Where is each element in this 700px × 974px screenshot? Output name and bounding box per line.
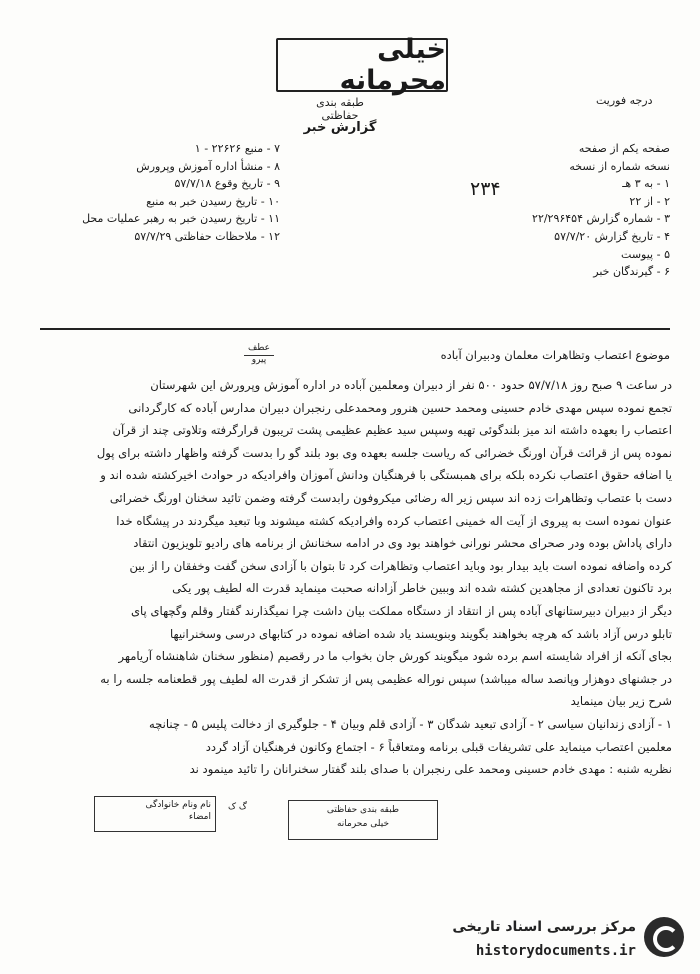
bottom-classification-stamp <box>288 800 438 840</box>
urgency-label: درجه فوریت <box>596 94 653 107</box>
meta-field: ۶ - گیرندگان خبر <box>593 265 670 279</box>
signature-line-1: نام ونام خانوادگی <box>145 800 211 810</box>
body-line: بجای آنکه از افراد شایسته اسم برده شود میگویند کورش جان بخواب ما در رقصیم (منظور سخنان شاهنشاه آریامهر <box>118 649 672 664</box>
meta-field: ۱ - به ۳ هـ <box>622 177 670 191</box>
meta-field: ۹ - تاریخ وقوع ۵۷/۷/۱۸ <box>174 177 280 191</box>
meta-field: ۱۰ - تاریخ رسیدن خبر به منبع <box>146 194 280 208</box>
body-line: در جشنهای دوهزار وپانصد ساله میباشد) سپس نوراله عظیمی پس از تشکر از قدرت اله لطیف پور قطعنامه جلسه را به <box>100 671 672 686</box>
body-line: برد تاکنون تعدادی از مجاهدین کشته شده اند وببین خاطر آزادانه صحبت مینماید قدرت اله لطیف پور یکی <box>172 581 672 596</box>
watermark-footer <box>400 915 690 970</box>
annotation-divider <box>244 355 274 356</box>
body-line: دست با عتصاب وتظاهرات زده اند سپس زیر اله رضائی میکروفون رابدست گرفته وضمن تائید سخنان اورنگ خضرائی <box>109 490 672 505</box>
body-line: عنوان نموده است به پیروی از آیت اله خمینی اعتصاب کرده وافرادیکه کشته میشوند وبا تبعید میگردند در پیشگاه خدا <box>116 513 672 528</box>
body-line: اعتصاب را بعهده داشته اند میز بلندگوئی تهیه وسپس سید عظیم عظیمی پشت تریبون قرارگرفته وتلاوتی چند از قرآن <box>112 423 672 438</box>
annotation-bottom: پیرو <box>251 355 267 365</box>
document-title: گزارش خبر <box>303 120 377 135</box>
meta-left-column <box>40 140 280 246</box>
subject-line: موضوع اعتصاب وتظاهرات معلمان ودبیران آباده <box>440 348 670 362</box>
reference-annotation <box>244 342 274 366</box>
signature-line-2: امضاء <box>188 812 211 822</box>
meta-field: ۷ - منبع ۲۲۶۲۶ - ۱ <box>194 142 280 155</box>
body-line: تجمع نموده سپس مهدی خادم حسینی ومحمد حسین هنرور ومحمدعلی رنجبران دبیران مدارس آباده که کارگردانی <box>128 400 672 415</box>
meta-field: ۱۱ - تاریخ رسیدن خبر به رهبر عملیات محل <box>82 212 280 226</box>
classification-label: طبقه بندی حفاظتی <box>316 96 364 122</box>
bottom-stamp-line-2: خیلی محرمانه <box>336 819 390 829</box>
body-line: شرح زیر بیان مینماید <box>570 694 672 709</box>
meta-field: ۸ - منشأ اداره آموزش وپرورش <box>136 159 280 173</box>
body-line: دیگر از دبیران دبیرستانهای آباده پس از انتقاد از دستگاه مملکت بیان داشت چرا نمیگذارند گفتار وقلم وگچهای پای <box>130 603 672 618</box>
meta-field: ۴ - تاریخ گزارش ۵۷/۷/۲۰ <box>554 229 670 243</box>
meta-right-column <box>440 140 670 281</box>
body-line: نظریه شنبه : مهدی خادم حسینی ومحمد علی رنجبران با صدای بلند گفتار سخنرانان را تائید مینمود ند <box>189 762 672 777</box>
meta-field: نسخه شماره از نسخه <box>569 159 670 173</box>
meta-field: ۲ - از ۲۲ <box>629 194 670 208</box>
body-line: معلمین اعتصاب مینماید علی تشریفات قبلی برنامه ومتعاقباً ۶ - اجتماع وکانون فرهنگیان آزاد گردد <box>205 739 672 754</box>
meta-field: ۱۲ - ملاحظات حفاظتی ۵۷/۷/۲۹ <box>134 229 280 243</box>
archive-url: historydocuments.ir <box>475 943 636 959</box>
body-line: کرده واضافه نموده است باید بیدار بود وباید اعتصاب وتظاهرات کرد تا بتوان با آزادی سخن گفت وخفقان را از بین <box>129 558 672 573</box>
signature-label: گ ک <box>228 802 247 812</box>
classification-stamp: خیلی محرمانه <box>276 38 448 92</box>
report-body <box>44 374 672 781</box>
header-divider <box>40 328 670 330</box>
body-line: در ساعت ۹ صبح روز ۵۷/۷/۱۸ حدود ۵۰۰ نفر از دبیران ومعلمین آباده در اداره آموزش وپرورش این شهرستان <box>150 378 672 392</box>
handwritten-number: ۲۳۴ <box>470 178 501 200</box>
meta-field: ۵ - پیوست <box>621 247 670 261</box>
archive-logo-icon <box>644 917 684 957</box>
body-line: دارای پاداش بوده ودر صحرای محشر نورانی خواهند بود وی در ادامه سخنانش از برنامه های رادیو تلویزیون انتقاد <box>133 536 672 551</box>
archive-name: مرکز بررسی اسناد تاریخی <box>452 919 636 935</box>
meta-field: صفحه یکم از صفحه <box>578 142 670 155</box>
annotation-top: عطف <box>247 343 271 353</box>
meta-field: ۳ - شماره گزارش ۲۲/۲۹۶۴۵۴ <box>532 212 670 226</box>
body-line: نموده پس از قرائت قرآن اورنگ خضرائی که ریاست جلسه بعهده وی بود بلند گو را بدست گرفته واظهار داشته برای پول <box>96 445 672 460</box>
body-line: یا اضافه حقوق اعتصاب نکرده بلکه برای همبستگی با فرهنگیان ودانش آموزان وافرادیکه در حوادث اخیرکشته شده اند و <box>100 468 672 483</box>
signature-box <box>94 796 216 832</box>
body-line: ۱ - آزادی زندانیان سیاسی ۲ - آزادی تبعید شدگان ۳ - آزادی قلم وبیان ۴ - جلوگیری از دخالت پلیس ۵ - چنانچه <box>148 716 672 731</box>
bottom-stamp-line-1: طبقه بندی حفاظتی <box>326 805 400 815</box>
body-line: تابلو درس آزاد باشد که هرچه بخواهند بگویند وبنویسند یاد شده اضافه نموده در کتابهای درسی وسخنرانیها <box>169 626 672 641</box>
